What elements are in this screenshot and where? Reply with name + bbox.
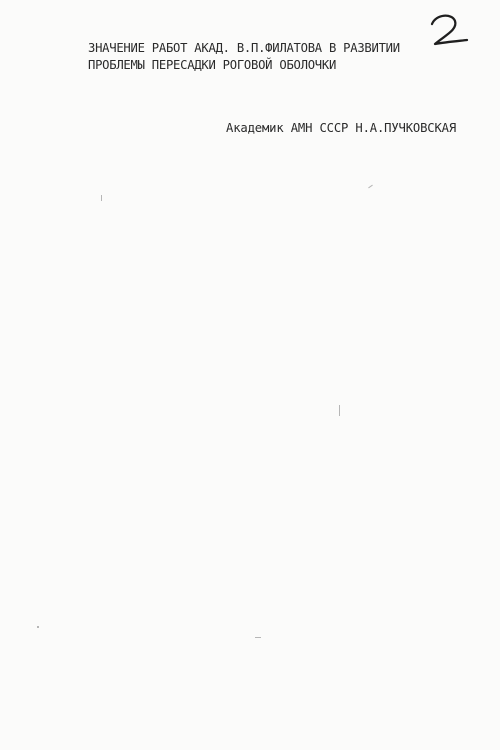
author-line: Академик АМН СССР Н.А.ПУЧКОВСКАЯ xyxy=(226,121,456,135)
scan-mark xyxy=(368,185,373,189)
title-line-1: ЗНАЧЕНИЕ РАБОТ АКАД. В.П.ФИЛАТОВА В РАЗВИТИИ xyxy=(88,41,400,55)
document-title xyxy=(88,40,448,74)
title-line-2: ПРОБЛЕМЫ ПЕРЕСАДКИ РОГОВОЙ ОБОЛОЧКИ xyxy=(88,58,337,72)
scan-mark xyxy=(101,195,102,201)
scan-mark xyxy=(255,637,261,638)
scan-mark xyxy=(339,405,340,416)
scan-mark xyxy=(37,626,39,628)
